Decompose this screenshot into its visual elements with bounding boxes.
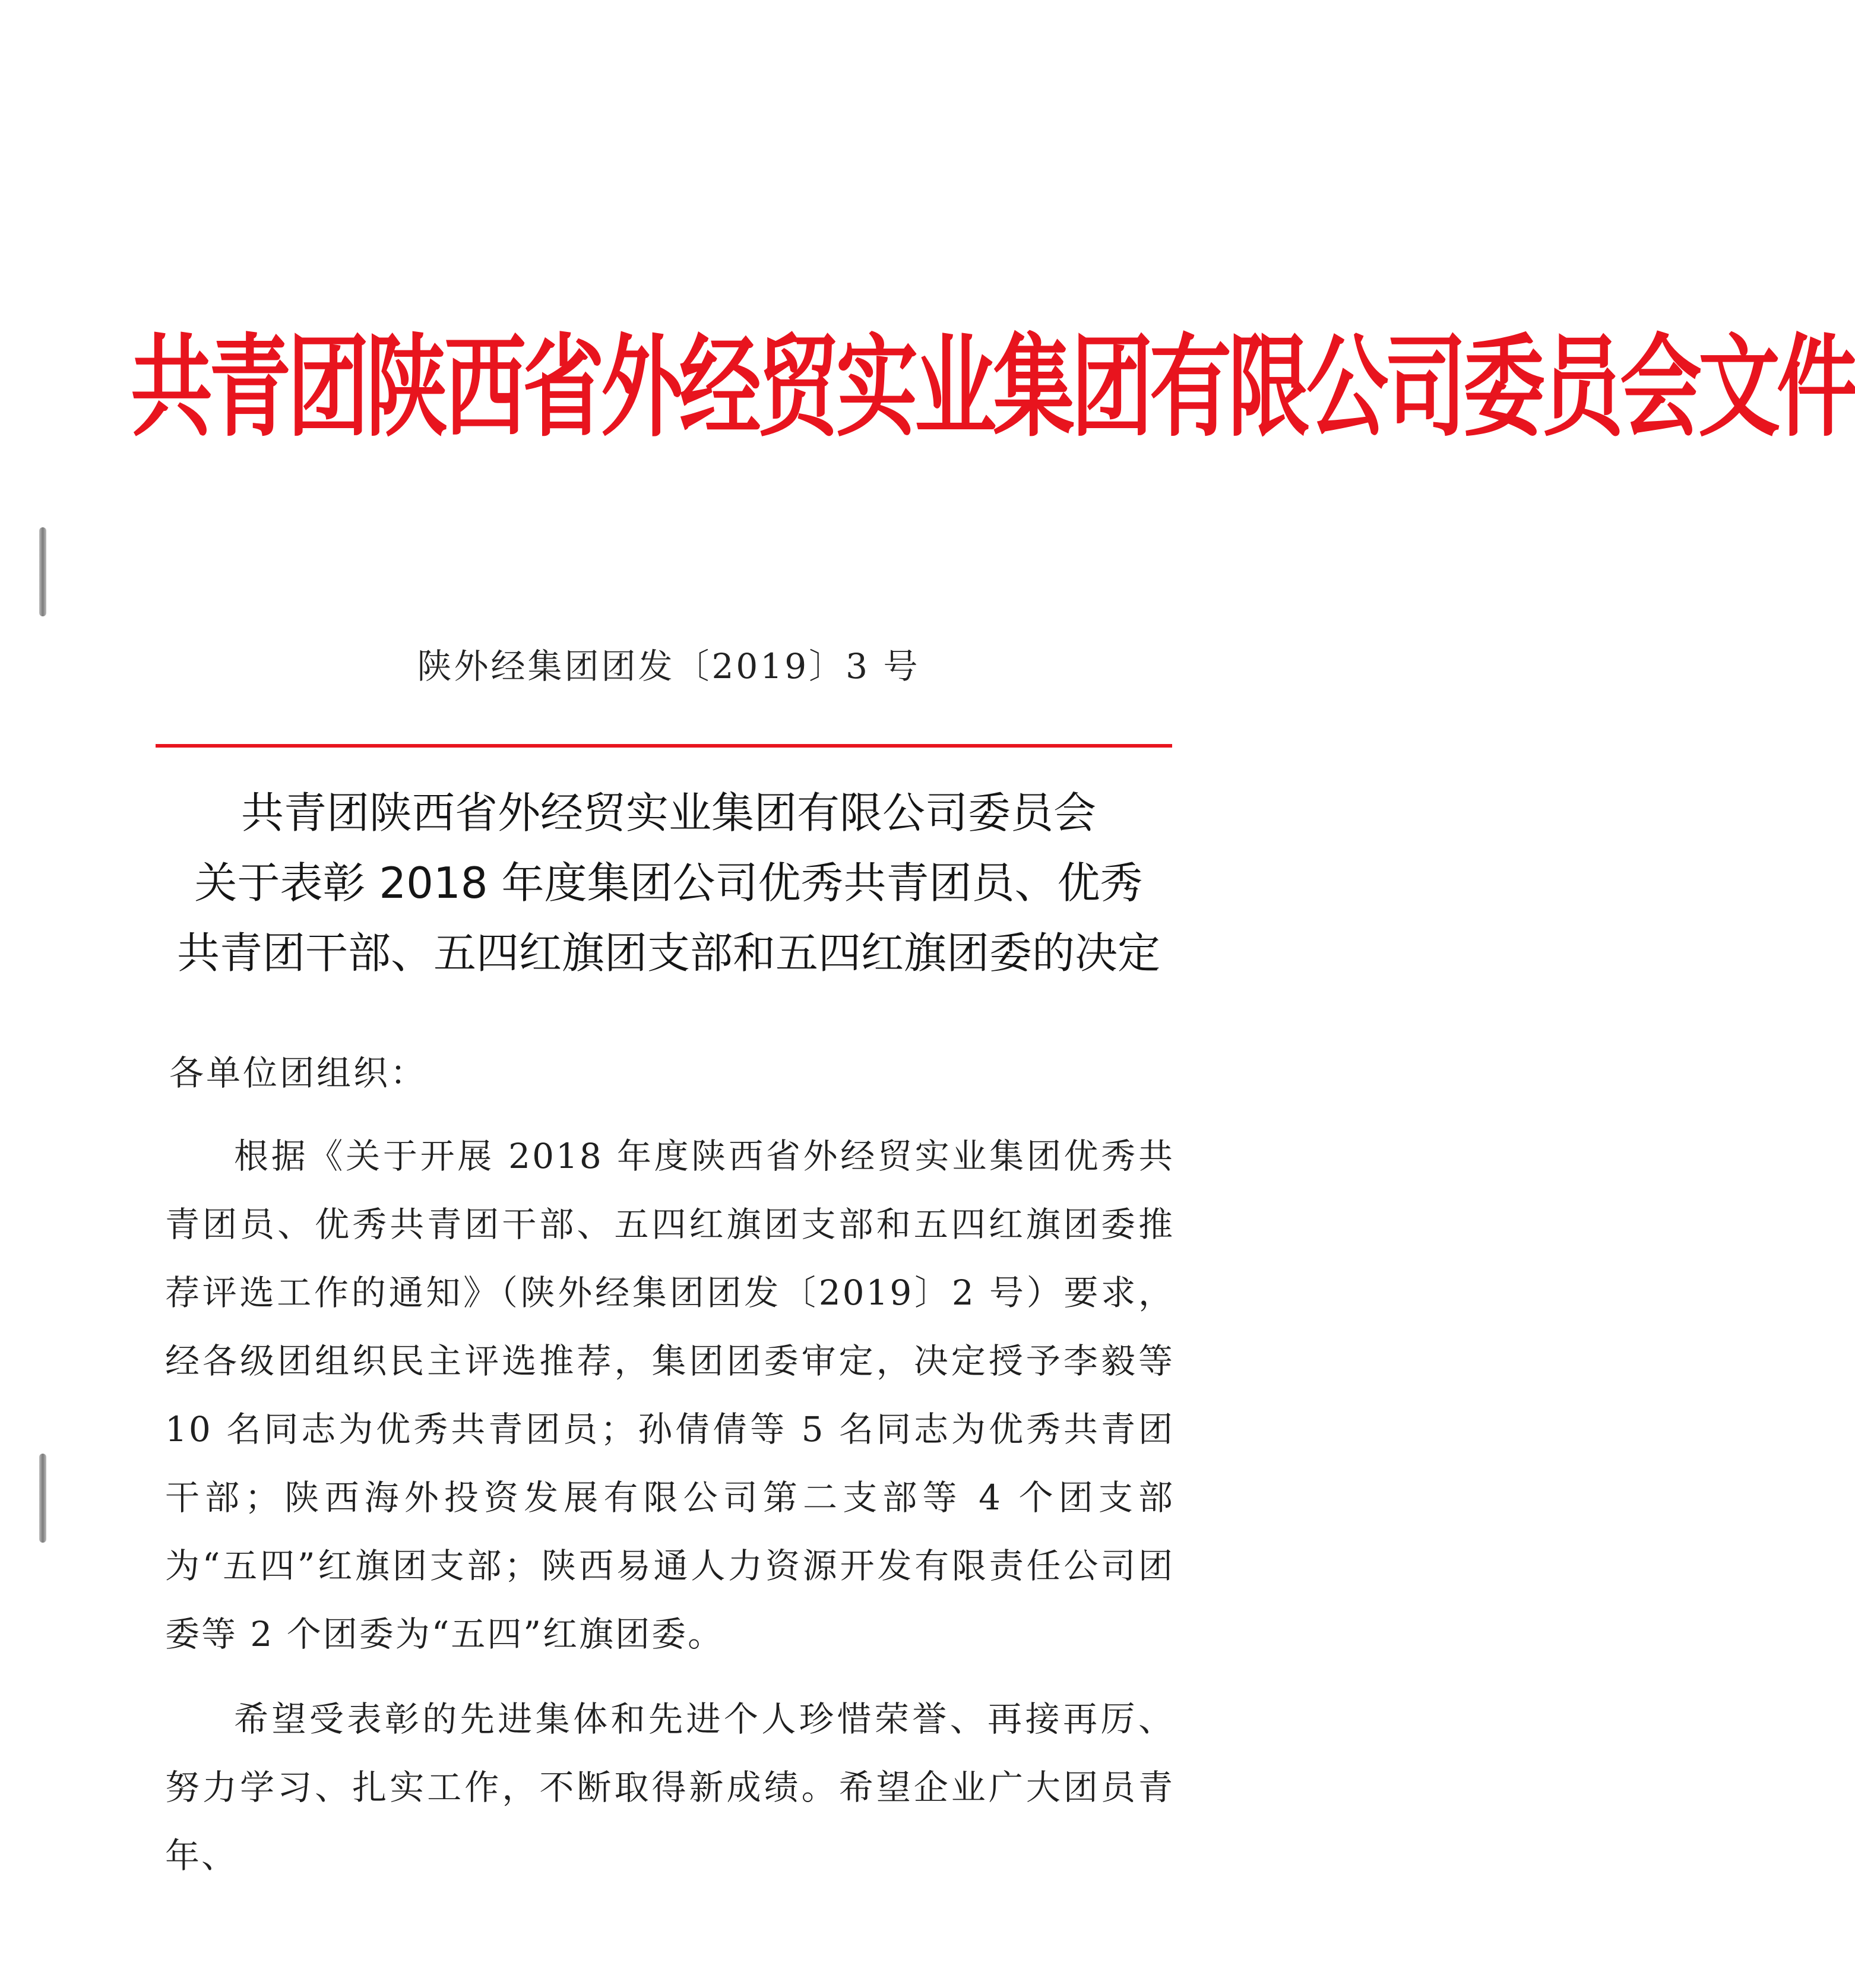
document-number: 陕外经集团团发〔2019〕3 号 xyxy=(417,646,920,686)
document-title xyxy=(119,778,1218,988)
body-paragraph: 希望受表彰的先进集体和先进个人珍惜荣誉、再接再厉、努力学习、扎实工作，不断取得新成绩。希望企业广大团员青年、 xyxy=(165,1699,1175,1876)
document-body xyxy=(165,1122,1175,1890)
body-paragraph: 根据《关于开展 2018 年度陕西省外经贸实业集团优秀共青团员、优秀共青团干部、五四红旗团支部和五四红旗团委推荐评选工作的通知》（陕外经集团团发〔2019〕2 号）要求，经各级团组织民主评选推荐，集团团委审定，决定授予李毅等 10 名同志为优秀共青团员；孙倩倩等 5 名同志为优秀共青团干部；陕西海外投资发展有限公司第二支部等 4 个团支部为“五四”红旗团支部；陕西易通人力资源开发有限责任公司团委等 2 个团委为“五四”红旗团委。 xyxy=(165,1136,1175,1654)
masthead-title: 共青团陕西省外经贸实业集团有限公司委员会文件 xyxy=(131,322,1855,452)
title-line: 共青团陕西省外经贸实业集团有限公司委员会 xyxy=(240,788,1096,838)
binding-hole-mark xyxy=(39,1454,46,1543)
title-line: 共青团干部、五四红旗团支部和五四红旗团委的决定 xyxy=(176,928,1160,978)
title-line: 关于表彰 2018 年度集团公司优秀共青团员、优秀 xyxy=(194,858,1143,908)
binding-hole-mark xyxy=(39,527,46,616)
salutation: 各单位团组织： xyxy=(169,1053,428,1093)
red-separator-line xyxy=(156,744,1172,748)
